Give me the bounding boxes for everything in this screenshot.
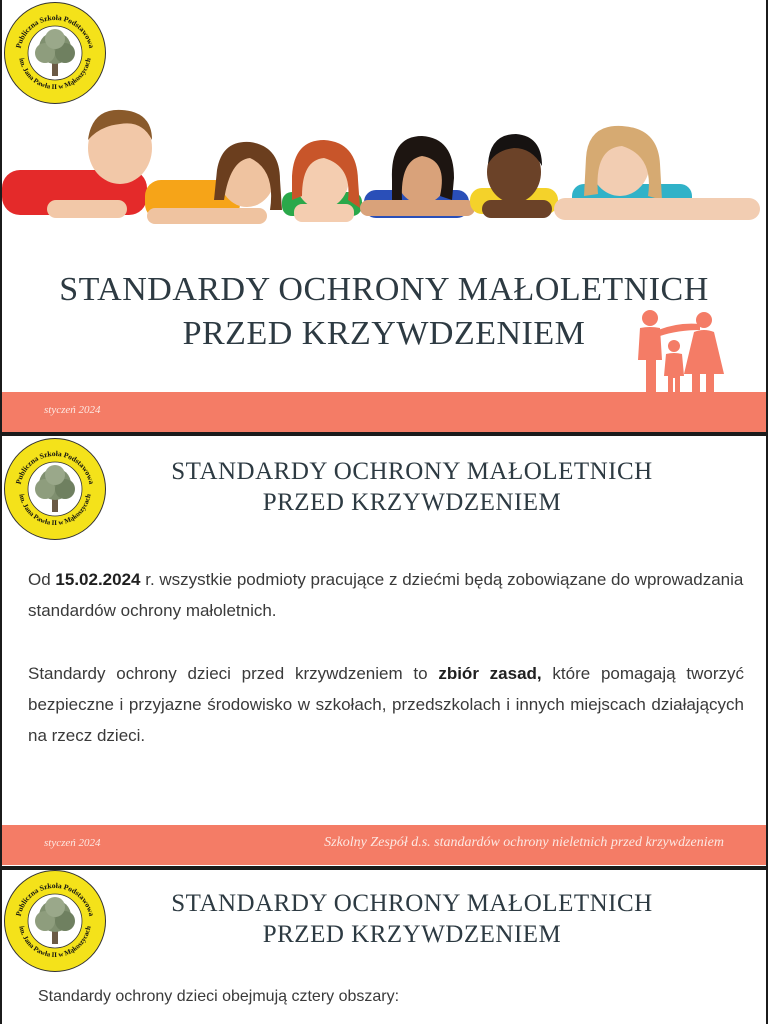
footer-date: styczeń 2024: [44, 837, 101, 849]
slide-title: [102, 888, 722, 950]
slide-title-line-2: PRZED KRZYWDZENIEM: [262, 921, 562, 948]
slide-title-line-1: STANDARDY OCHRONY MAŁOLETNICH: [171, 890, 653, 917]
cover-title-line-1: STANDARDY OCHRONY MAŁOLETNICH: [59, 271, 709, 308]
footer-date: styczeń 2024: [44, 404, 101, 416]
p2-bold-phrase: zbiór zasad,: [438, 664, 542, 683]
school-logo-tree-icon: [5, 871, 105, 971]
p1-date-bold: 15.02.2024: [55, 570, 141, 589]
children-photo: [2, 100, 766, 250]
logo-text-top: Publiczna Szkoła Podstawowa: [13, 448, 97, 486]
cover-title-line-2: PRZED KRZYWDZENIEM: [182, 315, 586, 352]
p2-text-end: które pomagają tworzyć bezpieczne i przyjazne środowisko w szkołach, przedszkolach i innych miejscach działających na rzecz dzieci.: [28, 664, 744, 745]
slide-cover: [2, 0, 766, 432]
logo-text-bottom: im. Jana Pawła II w Mąkoszycach: [17, 493, 93, 528]
p1-text-end: r. wszystkie podmioty pracujące z dziećmi będą zobowiązane do wprowadzania standardów ochrony małoletnich.: [28, 570, 744, 620]
school-logo: [4, 438, 106, 540]
paragraph-definition: [28, 658, 744, 751]
school-logo: [4, 870, 106, 972]
paragraph-areas-intro: Standardy ochrony dzieci obejmują cztery obszary:: [38, 988, 400, 1005]
p2-text-start: Standardy ochrony dzieci przed krzywdzeniem to: [28, 664, 439, 683]
school-logo: [4, 2, 106, 104]
logo-text-top: Publiczna Szkoła Podstawowa: [13, 880, 97, 918]
slide-title-line-2: PRZED KRZYWDZENIEM: [262, 489, 562, 516]
logo-text-bottom: im. Jana Pawła II w Mąkoszycach: [17, 925, 93, 960]
logo-text-top: Publiczna Szkoła Podstawowa: [13, 12, 97, 50]
footer-band: [2, 825, 766, 865]
school-logo-tree-icon: [5, 439, 105, 539]
footer-band: [2, 392, 766, 432]
p1-text-start: Od: [28, 570, 56, 589]
paragraph-date-info: [28, 564, 744, 626]
slide-title: [102, 456, 722, 518]
logo-text-bottom: im. Jana Pawła II w Mąkoszycach: [17, 57, 93, 92]
slide-title-line-1: STANDARDY OCHRONY MAŁOLETNICH: [171, 458, 653, 485]
footer-team: Szkolny Zespół d.s. standardów ochrony nieletnich przed krzywdzeniem: [324, 835, 724, 850]
family-icon: [628, 308, 728, 394]
school-logo-tree-icon: [5, 3, 105, 103]
slide-areas: [2, 870, 766, 1024]
slide-intro: [2, 436, 766, 866]
